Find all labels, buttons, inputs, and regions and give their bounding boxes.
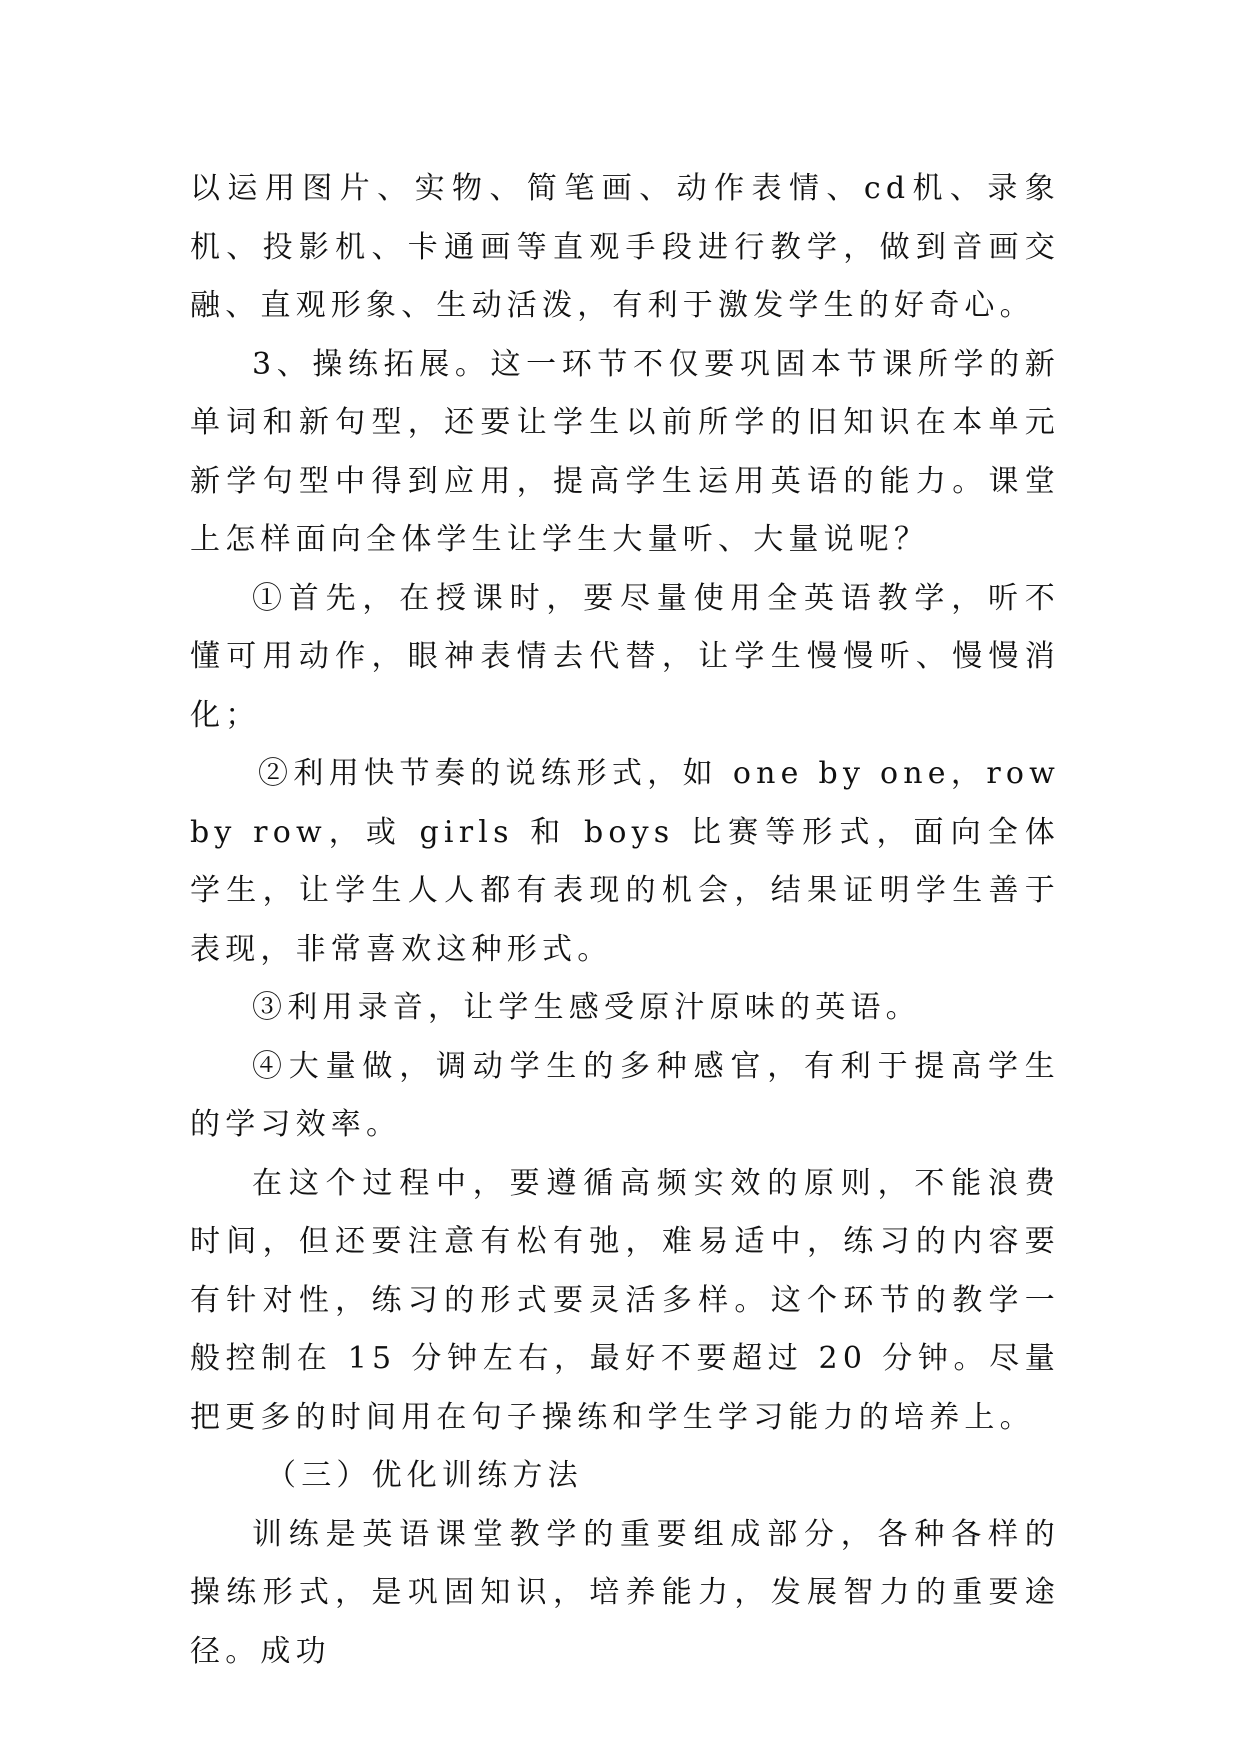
paragraph-item-1: ①首先，在授课时，要尽量使用全英语教学，听不懂可用动作，眼神表情去代替，让学生慢慢听、慢慢消化； [190,580,1060,733]
paragraph-item-3: ③利用录音，让学生感受原汁原味的英语。 [252,990,921,1025]
paragraph-item-2: ②利用快节奏的说练形式，如 one by one，row by row，或 girls 和 boys 比赛等形式，面向全体学生，让学生人人都有表现的机会，结果证明学生善于表现，非常喜欢这种形式。 [190,756,1060,967]
paragraph-continued: 以运用图片、实物、简笔画、动作表情、cd机、录象机、投影机、卡通画等直观手段进行教学，做到音画交融、直观形象、生动活泼，有利于激发学生的好奇心。 [190,171,1060,323]
document-body [190,160,1060,1681]
paragraph-step-3: 3、操练拓展。这一环节不仅要巩固本节课所学的新单词和新句型，还要让学生以前所学的旧知识在本单元新学句型中得到应用，提高学生运用英语的能力。课堂上怎样面向全体学生让学生大量听、大量说呢？ [190,346,1060,557]
paragraph-training: 训练是英语课堂教学的重要组成部分，各种各样的操练形式，是巩固知识，培养能力，发展智力的重要途径。成功 [190,1516,1060,1669]
section-heading: （三）优化训练方法 [266,1458,583,1493]
paragraph-process: 在这个过程中，要遵循高频实效的原则，不能浪费时间，但还要注意有松有弛，难易适中，练习的内容要有针对性，练习的形式要灵活多样。这个环节的教学一般控制在 15 分钟左右，最好不要超过 20 分钟。尽量把更多的时间用在句子操练和学生学习能力的培养上。 [190,1165,1060,1435]
paragraph-item-4: ④大量做，调动学生的多种感官，有利于提高学生的学习效率。 [190,1048,1060,1142]
